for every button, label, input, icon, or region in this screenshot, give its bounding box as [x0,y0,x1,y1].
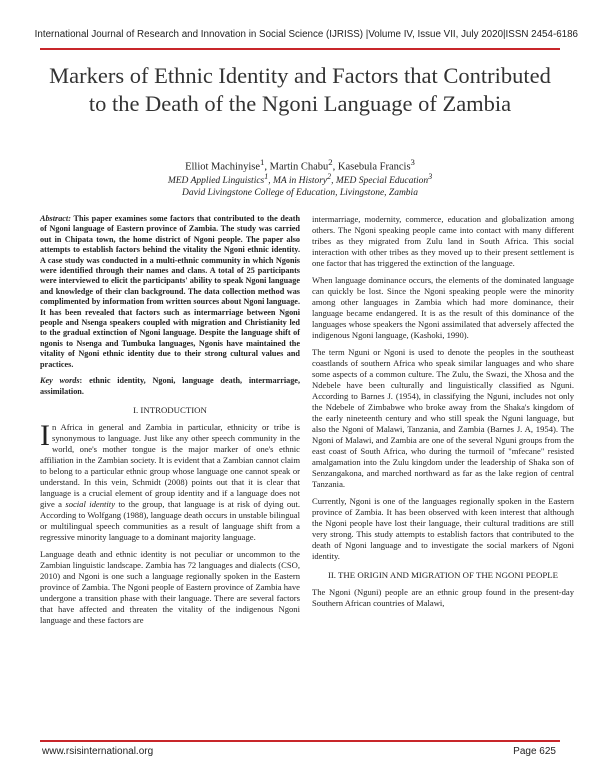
institution-line: David Livingstone College of Education, Livingstone, Zambia [182,187,418,198]
author-sep: , [332,161,338,173]
intro-paragraph-1 [40,418,300,543]
degree-2: MA in History [272,176,328,187]
author-2: Martin Chabu [269,161,329,173]
abstract-label: Abstract: [40,214,71,223]
author-1-sup: 1 [260,157,265,167]
footer-page-number: Page 625 [513,746,556,757]
footer-website[interactable]: www.rsisinternational.org [42,746,154,757]
author-sep: , [264,161,270,173]
affiliation-block [40,171,560,199]
header-rule [40,48,560,50]
intro-p1-end: to the group, that language is at risk of dying out. According to Wolfgang (1988), language death occurs in unstable bilingual or multilingual speech communities as a result of language shift from a regressive minority language to a dominant majority language. [40,498,300,542]
drop-cap: I [40,418,50,452]
author-1: Elliot Machinyise [185,161,261,173]
degree-sep: , [268,176,273,187]
intro-paragraph-2: Language death and ethnic identity is not peculiar or uncommon to the Zambian linguistic landscape. Zambia has 72 languages and dialects (CSO, 2010) and Ngoni is one such a language regionally spoken in the Eastern province of Zambia. The Ngoni people of Eastern province of Zambia have undergone a transition phase with their language. There are several factors that have affected and threaten the vitality of the indigenous Ngoni language and these factors are [40,548,300,625]
section-heading-introduction: I. INTRODUCTION [133,404,207,415]
abstract [40,214,300,370]
body-paragraph-4: Currently, Ngoni is one of the languages regionally spoken in the Eastern province of Zambia. It has been observed with keen interest that although the Ngoni people have lost their language, their cultural traditions are still very strong. This study attempts to establish factors that contributed to the death of Ngoni language and to investigate the social markers of Ngoni identity. [312,496,574,561]
journal-header: International Journal of Research and Innovation in Social Science (IJRISS) |Volume IV, Issue VII, July 2020|ISSN 2454-6186 [34,29,578,40]
degree-3: MED Special Education [335,176,429,187]
body-paragraph-5: The Ngoni (Nguni) people are an ethnic group found in the present-day Southern African countries of Malawi, [312,587,574,608]
body-paragraph-2: When language dominance occurs, the elements of the dominated language can quickly be lost. Since the Ngoni speaking people were the minority among other languages in Zambia which had more dominance, their language became endangered. It is as the result of this dominance of the languages whose speakers the Ngoni assimilated that adversely affected the indigenous Ngoni language, (Kashoki, 1990). [312,275,574,340]
author-2-sup: 2 [328,157,333,167]
right-column [312,214,574,615]
section-heading-origin: II. THE ORIGIN AND MIGRATION OF THE NGONI PEOPLE [327,570,559,580]
body-paragraph-3: The term Nguni or Ngoni is used to denote the peoples in the southeast coastlands of southern Africa who speak similar languages and who share some aspects of a common culture. The Zulu, the Swazi, the Xhosa and the Ndebele have been culturally and linguistically classified as Nguni. According to Barnes J. (1954), in classifying the Nguni, includes not only the Ndebele of Zimbabwe who broke away from the Shaka's kingdom of the early nineteenth century and who still speak the Nguni language, but also the Ngoni of Malawi, Tanzania, and Zambia (Barnes J. A, 1954). The Ngoni of Malawi, and Zambia are one of the several Nguni groups from the east coast of South Africa, who during the turmoil of "mfecane" resisted amalgamation into the Zulu kingdom under the leadership of Shaka son of Senzangakona, and marched northward as far as the lake region of central Tanzania. [312,347,574,489]
paper-title: Markers of Ethnic Identity and Factors that Contributed to the Death of the Ngoni Language of Zambia [49,63,551,116]
footer-rule [40,740,560,742]
abstract-text: This paper examines some factors that contributed to the death of Ngoni language of Eastern province of Zambia. The study was carried out in Chipata town, the home district of Ngoni people. The paper also attempts to establish factors behind the vitality the Ngoni ethnic identity. A case study was conducted in a multi-ethnic community in which Ngonis were identified through their names and clans. A total of 25 participants were interviewed to elicit the participants' ability to speak Ngoni language and knowledge of their clan background. The data collection method was complimented by information from written sources about Ngoni language. It has been revealed that factors such as intermarriage between Ngoni people and Nsenga speakers coupled with migration and Christianity led to the gradual extinction of Ngoni language. Despite the language shift of ngonis to Nsenga and Tumbuka languages, Ngonis have maintained the vitality of Ngoni ethnic identity due to their strong cultural values and practices. [40,214,300,369]
body-paragraph-1: intermarriage, modernity, commerce, education and globalization among others. The Ngoni speaking people came into contact with many different tribes as they migrated from Zulu land in South Africa. This social interaction with other tribes as they moved up to their present settlement is one factor that has triggered the extinction of the language. [312,214,574,268]
degree-sep: , [331,176,336,187]
keywords-text: : ethnic identity, Ngoni, language death, intermarriage, assimilation. [40,376,300,396]
degree-1-sup: 1 [264,172,269,181]
degree-3-sup: 3 [428,172,433,181]
author-3-sup: 3 [410,157,415,167]
author-3: Kasebula Francis [337,161,411,173]
intro-p1-text: n Africa in general and Zambia in particular, ethnicity or tribe is synonymous to language. Just like any other speech community in the world, one's mother tongue is the major marker of one's ethnic affiliation in the Zambian society. It is evident that a Zambian cannot claim to belong to a particular ethnic group whose language one cannot speak or understand. In this vein, Schmidt (2008) points out that it is clear that language is a crucial element of group identity and if a language does not give a [40,421,300,509]
left-column [40,214,300,632]
intro-p1-emphasis: social identity [65,498,116,509]
keywords-label: Key words [40,376,80,386]
degree-1: MED Applied Linguistics [167,176,265,187]
keywords [40,376,300,397]
degree-2-sup: 2 [327,172,332,181]
degree-line [40,171,560,188]
